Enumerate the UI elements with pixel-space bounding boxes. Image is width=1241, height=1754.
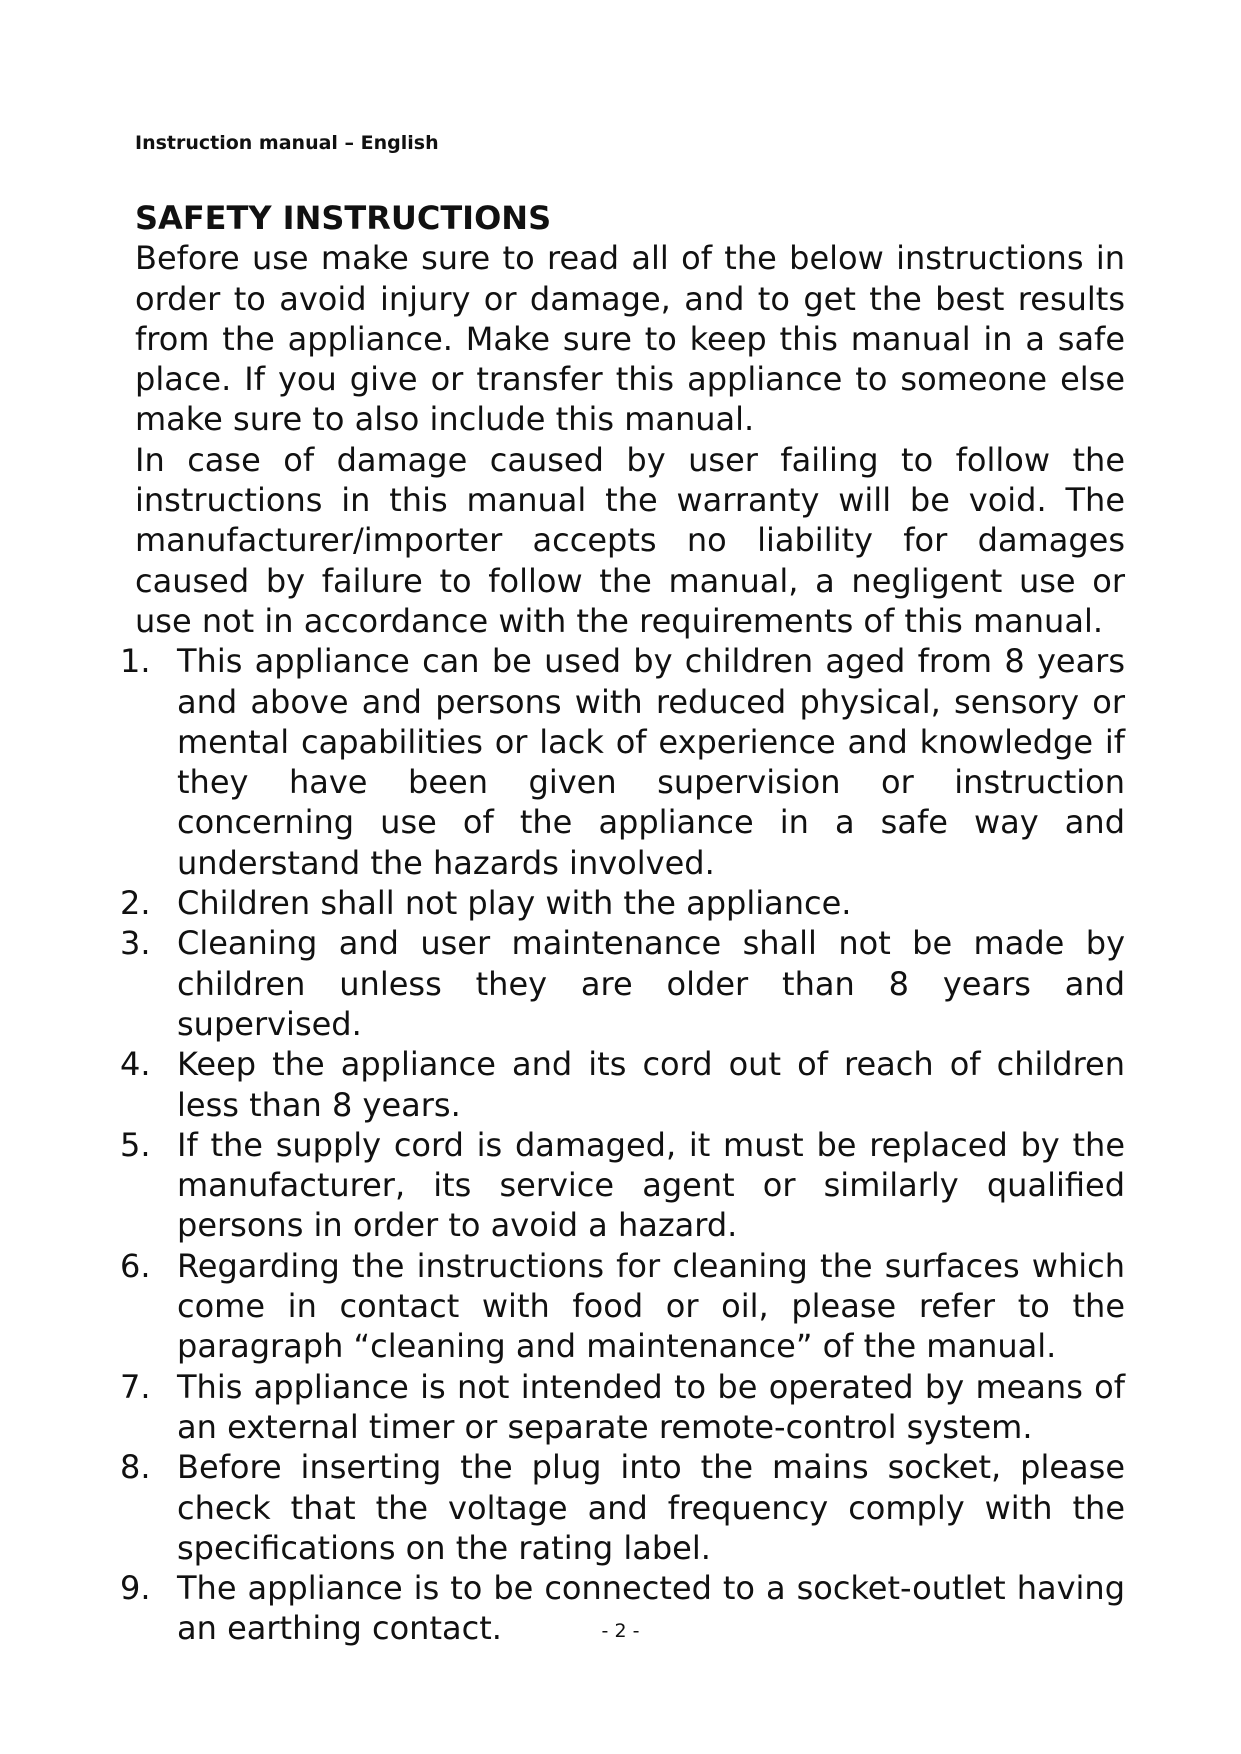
page-number: - 2 - bbox=[601, 1620, 640, 1642]
list-item bbox=[120, 1044, 1125, 1125]
list-item-number: 1. bbox=[120, 642, 151, 681]
list-item bbox=[120, 923, 1125, 1044]
list-item-number: 5. bbox=[120, 1125, 151, 1164]
list-item-text: Children shall not play with the appliance. bbox=[177, 884, 852, 923]
list-item-text: This appliance is not intended to be operated by means of an external timer or separate remote-control system. bbox=[177, 1367, 1125, 1446]
list-item bbox=[120, 641, 1125, 883]
list-item-number: 3. bbox=[120, 924, 151, 963]
list-item-text: Regarding the instructions for cleaning the surfaces which come in contact with food or oil, please refer to the paragraph “cleaning and maintenance” of the manual. bbox=[177, 1246, 1125, 1366]
list-item bbox=[120, 1246, 1125, 1367]
list-item-text: Keep the appliance and its cord out of reach of children less than 8 years. bbox=[177, 1045, 1125, 1124]
list-item-text: If the supply cord is damaged, it must be replaced by the manufacturer, its service agent or similarly qualified persons in order to avoid a hazard. bbox=[177, 1125, 1125, 1245]
list-item-number: 2. bbox=[120, 884, 151, 923]
list-item-text: Cleaning and user maintenance shall not be made by children unless they are older than 8 years and supervised. bbox=[177, 924, 1125, 1043]
safety-list bbox=[120, 641, 1125, 1648]
list-item-text: The appliance is to be connected to a socket-outlet having an earthing contact. bbox=[177, 1569, 1125, 1648]
list-item-text: Before inserting the plug into the mains socket, please check that the voltage and frequency comply with the specifications on the rating label. bbox=[177, 1448, 1125, 1567]
document-header: Instruction manual – English bbox=[135, 132, 439, 154]
list-item bbox=[120, 883, 1125, 923]
list-item-number: 7. bbox=[120, 1367, 151, 1406]
liability-paragraph: In case of damage caused by user failing to follow the instructions in this manual the warranty will be void. The manufacturer/importer accepts no liability for damages caused by failure to follow the manual, a negligent use or use not in accordance with the requirements of this manual. bbox=[135, 440, 1125, 640]
list-item bbox=[120, 1447, 1125, 1568]
list-item bbox=[120, 1125, 1125, 1246]
list-item-number: 6. bbox=[120, 1246, 151, 1285]
list-item-number: 9. bbox=[120, 1569, 151, 1608]
intro-paragraph: Before use make sure to read all of the below instructions in order to avoid injury or damage, and to get the best results from the appliance. Make sure to keep this manual in a safe place. If you give or transfer this appliance to someone else make sure to also include this manual. bbox=[135, 239, 1125, 439]
section-title: SAFETY INSTRUCTIONS bbox=[135, 199, 552, 237]
list-item bbox=[120, 1367, 1125, 1448]
list-item-number: 8. bbox=[120, 1448, 151, 1487]
list-item-text: This appliance can be used by children aged from 8 years and above and persons with reduced physical, sensory or mental capabilities or lack of experience and knowledge if they have been given supervision or instruction concerning use of the appliance in a safe way and understand the hazards involved. bbox=[177, 642, 1125, 882]
list-item-number: 4. bbox=[120, 1045, 151, 1084]
document-body bbox=[120, 198, 1125, 1649]
